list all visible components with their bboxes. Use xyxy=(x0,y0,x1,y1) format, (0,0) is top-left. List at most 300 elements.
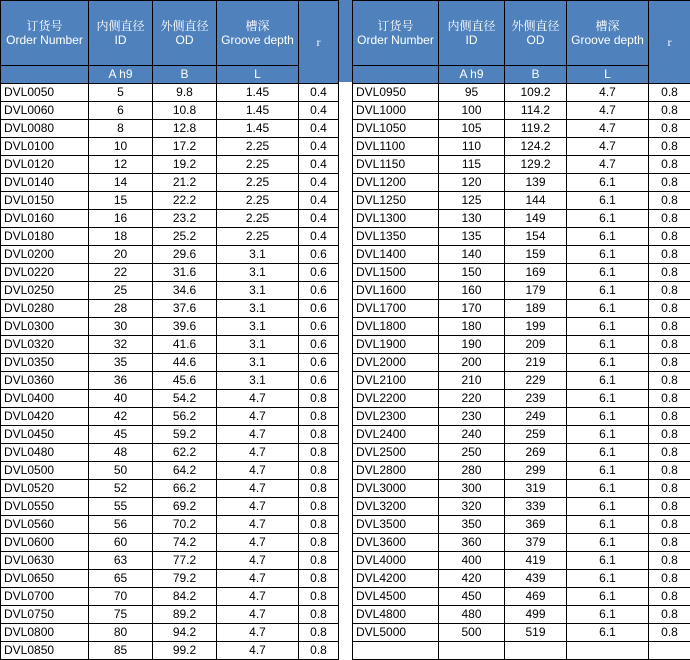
groove-depth-cell: 6.1 xyxy=(567,192,649,210)
r-cell: 0.8 xyxy=(649,552,690,570)
order-number-cell: DVL0220 xyxy=(1,264,89,282)
r-cell: 0.8 xyxy=(649,570,690,588)
id-cell: 14 xyxy=(89,174,153,192)
id-cell: 150 xyxy=(439,264,505,282)
groove-depth-cell: 4.7 xyxy=(217,642,299,660)
order-number-cell: DVL3600 xyxy=(353,534,439,552)
r-cell: 0.6 xyxy=(299,318,339,336)
r-cell: 0.8 xyxy=(649,246,690,264)
subheader-id: A h9 xyxy=(89,66,153,84)
table-row xyxy=(353,516,690,534)
r-cell: 0.8 xyxy=(299,462,339,480)
r-cell: 0.4 xyxy=(299,174,339,192)
r-cell: 0.8 xyxy=(649,606,690,624)
table-row xyxy=(1,642,339,660)
groove-depth-cell: 6.1 xyxy=(567,408,649,426)
table-row xyxy=(353,372,690,390)
id-cell: 500 xyxy=(439,624,505,642)
groove-depth-cell: 6.1 xyxy=(567,516,649,534)
table-row xyxy=(353,588,690,606)
groove-depth-cell: 4.7 xyxy=(217,552,299,570)
order-number-cell: DVL3500 xyxy=(353,516,439,534)
id-cell: 190 xyxy=(439,336,505,354)
r-cell: 0.8 xyxy=(649,120,690,138)
table-row xyxy=(353,246,690,264)
od-cell: 499 xyxy=(505,606,567,624)
id-cell: 36 xyxy=(89,372,153,390)
id-cell: 40 xyxy=(89,390,153,408)
od-cell: 439 xyxy=(505,570,567,588)
order-number-cell: DVL0630 xyxy=(1,552,89,570)
table-row xyxy=(1,246,339,264)
od-cell: 179 xyxy=(505,282,567,300)
table-row xyxy=(353,444,690,462)
id-cell: 48 xyxy=(89,444,153,462)
table-row xyxy=(353,354,690,372)
od-cell: 109.2 xyxy=(505,84,567,102)
groove-depth-cell: 4.7 xyxy=(567,120,649,138)
r-cell: 0.8 xyxy=(649,264,690,282)
od-cell: 62.2 xyxy=(153,444,217,462)
groove-depth-cell: 1.45 xyxy=(217,102,299,120)
od-cell: 229 xyxy=(505,372,567,390)
groove-depth-cell: 4.7 xyxy=(567,138,649,156)
od-cell: 64.2 xyxy=(153,462,217,480)
id-cell: 6 xyxy=(89,102,153,120)
order-number-cell: DVL1350 xyxy=(353,228,439,246)
r-cell: 0.4 xyxy=(299,102,339,120)
order-number-cell: DVL0520 xyxy=(1,480,89,498)
r-cell: 0.8 xyxy=(299,498,339,516)
r-cell: 0.8 xyxy=(299,570,339,588)
groove-depth-cell: 6.1 xyxy=(567,606,649,624)
od-cell: 129.2 xyxy=(505,156,567,174)
table-row xyxy=(353,174,690,192)
groove-depth-cell xyxy=(567,642,649,660)
table-row xyxy=(1,426,339,444)
id-cell: 80 xyxy=(89,624,153,642)
table-row xyxy=(353,282,690,300)
id-cell: 20 xyxy=(89,246,153,264)
r-cell: 0.6 xyxy=(299,246,339,264)
id-cell: 30 xyxy=(89,318,153,336)
id-cell: 280 xyxy=(439,462,505,480)
order-number-cell: DVL0650 xyxy=(1,570,89,588)
r-cell: 0.4 xyxy=(299,120,339,138)
table-row xyxy=(353,570,690,588)
r-cell: 0.8 xyxy=(649,354,690,372)
order-number-cell: DVL0480 xyxy=(1,444,89,462)
od-cell: 169 xyxy=(505,264,567,282)
groove-depth-cell: 2.25 xyxy=(217,156,299,174)
r-cell: 0.8 xyxy=(649,534,690,552)
id-cell: 8 xyxy=(89,120,153,138)
table-row xyxy=(1,156,339,174)
od-cell: 70.2 xyxy=(153,516,217,534)
id-cell: 56 xyxy=(89,516,153,534)
order-number-cell: DVL0250 xyxy=(1,282,89,300)
r-cell: 0.8 xyxy=(649,228,690,246)
r-cell: 0.8 xyxy=(299,426,339,444)
order-number-header: 订货号 Order Number xyxy=(1,1,89,66)
table-row xyxy=(353,318,690,336)
id-cell: 35 xyxy=(89,354,153,372)
groove-depth-cell: 2.25 xyxy=(217,192,299,210)
left-spec-table xyxy=(0,0,339,660)
groove-depth-cell: 6.1 xyxy=(567,336,649,354)
left-table-body xyxy=(1,84,339,660)
order-number-cell: DVL2300 xyxy=(353,408,439,426)
table-row xyxy=(353,84,690,102)
table-row xyxy=(1,300,339,318)
table-row xyxy=(353,534,690,552)
table-row xyxy=(353,156,690,174)
r-cell: 0.4 xyxy=(299,210,339,228)
id-cell: 25 xyxy=(89,282,153,300)
id-cell: 32 xyxy=(89,336,153,354)
od-cell: 25.2 xyxy=(153,228,217,246)
od-cell: 139 xyxy=(505,174,567,192)
r-cell: 0.8 xyxy=(649,174,690,192)
od-cell: 144 xyxy=(505,192,567,210)
groove-depth-cell: 6.1 xyxy=(567,552,649,570)
r-cell: 0.4 xyxy=(299,84,339,102)
id-cell: 95 xyxy=(439,84,505,102)
table-row xyxy=(353,300,690,318)
od-cell: 119.2 xyxy=(505,120,567,138)
groove-depth-cell: 6.1 xyxy=(567,426,649,444)
od-header: 外侧直径 OD xyxy=(505,1,567,66)
od-cell: 29.6 xyxy=(153,246,217,264)
groove-depth-cell: 6.1 xyxy=(567,444,649,462)
id-cell: 140 xyxy=(439,246,505,264)
id-cell: 12 xyxy=(89,156,153,174)
order-number-cell: DVL1800 xyxy=(353,318,439,336)
order-number-cell: DVL0600 xyxy=(1,534,89,552)
table-row xyxy=(1,210,339,228)
table-row xyxy=(1,336,339,354)
id-cell: 16 xyxy=(89,210,153,228)
id-cell: 320 xyxy=(439,498,505,516)
table-row xyxy=(1,534,339,552)
id-cell: 50 xyxy=(89,462,153,480)
order-number-cell: DVL4200 xyxy=(353,570,439,588)
groove-depth-cell: 1.45 xyxy=(217,84,299,102)
order-number-cell: DVL1300 xyxy=(353,210,439,228)
r-cell: 0.6 xyxy=(299,354,339,372)
id-cell: 130 xyxy=(439,210,505,228)
r-cell: 0.6 xyxy=(299,336,339,354)
order-number-cell: DVL2100 xyxy=(353,372,439,390)
groove-depth-cell: 6.1 xyxy=(567,354,649,372)
order-number-cell: DVL0150 xyxy=(1,192,89,210)
id-cell: 360 xyxy=(439,534,505,552)
r-cell: 0.6 xyxy=(299,282,339,300)
groove-depth-cell: 4.7 xyxy=(567,156,649,174)
od-cell: 519 xyxy=(505,624,567,642)
id-header: 内侧直径 ID xyxy=(89,1,153,66)
table-row xyxy=(1,588,339,606)
od-cell: 369 xyxy=(505,516,567,534)
order-number-cell: DVL1000 xyxy=(353,102,439,120)
od-cell: 44.6 xyxy=(153,354,217,372)
od-cell: 54.2 xyxy=(153,390,217,408)
od-cell: 77.2 xyxy=(153,552,217,570)
groove-depth-cell: 4.7 xyxy=(217,390,299,408)
table-row xyxy=(1,444,339,462)
od-cell: 339 xyxy=(505,498,567,516)
r-cell: 0.8 xyxy=(299,408,339,426)
groove-depth-cell: 6.1 xyxy=(567,624,649,642)
order-number-cell: DVL0160 xyxy=(1,210,89,228)
order-number-cell: DVL2400 xyxy=(353,426,439,444)
right-spec-table xyxy=(352,0,690,660)
groove-depth-cell: 4.7 xyxy=(217,534,299,552)
groove-depth-cell: 1.45 xyxy=(217,120,299,138)
id-cell: 70 xyxy=(89,588,153,606)
order-number-cell: DVL0050 xyxy=(1,84,89,102)
r-cell: 0.8 xyxy=(649,84,690,102)
r-cell: 0.8 xyxy=(299,516,339,534)
groove-depth-cell: 6.1 xyxy=(567,480,649,498)
od-cell: 219 xyxy=(505,354,567,372)
groove-depth-cell: 6.1 xyxy=(567,264,649,282)
order-number-cell: DVL0200 xyxy=(1,246,89,264)
id-cell: 28 xyxy=(89,300,153,318)
od-cell: 159 xyxy=(505,246,567,264)
od-cell: 41.6 xyxy=(153,336,217,354)
od-cell: 319 xyxy=(505,480,567,498)
r-header: r xyxy=(299,1,339,84)
order-number-cell: DVL0180 xyxy=(1,228,89,246)
od-cell: 149 xyxy=(505,210,567,228)
order-number-cell: DVL1700 xyxy=(353,300,439,318)
od-cell: 37.6 xyxy=(153,300,217,318)
od-cell xyxy=(505,642,567,660)
order-number-cell: DVL1900 xyxy=(353,336,439,354)
od-cell: 99.2 xyxy=(153,642,217,660)
id-cell: 160 xyxy=(439,282,505,300)
table-row xyxy=(353,210,690,228)
table-row xyxy=(353,120,690,138)
r-cell: 0.4 xyxy=(299,156,339,174)
id-cell: 105 xyxy=(439,120,505,138)
r-cell: 0.8 xyxy=(649,192,690,210)
subheader-id: A h9 xyxy=(439,66,505,84)
od-cell: 239 xyxy=(505,390,567,408)
r-cell: 0.8 xyxy=(649,372,690,390)
od-cell: 114.2 xyxy=(505,102,567,120)
groove-depth-cell: 3.1 xyxy=(217,372,299,390)
od-cell: 17.2 xyxy=(153,138,217,156)
groove-depth-cell: 4.7 xyxy=(217,498,299,516)
id-cell: 22 xyxy=(89,264,153,282)
id-cell: 18 xyxy=(89,228,153,246)
order-number-cell: DVL3200 xyxy=(353,498,439,516)
r-cell: 0.8 xyxy=(649,588,690,606)
id-cell: 450 xyxy=(439,588,505,606)
id-cell: 10 xyxy=(89,138,153,156)
table-row xyxy=(1,192,339,210)
subheader-groove: L xyxy=(567,66,649,84)
r-cell: 0.8 xyxy=(649,624,690,642)
table-row xyxy=(353,498,690,516)
r-cell: 0.4 xyxy=(299,192,339,210)
id-cell: 480 xyxy=(439,606,505,624)
order-number-cell: DVL0360 xyxy=(1,372,89,390)
groove-depth-cell: 4.7 xyxy=(217,588,299,606)
table-row xyxy=(1,372,339,390)
od-cell: 154 xyxy=(505,228,567,246)
order-number-cell: DVL0350 xyxy=(1,354,89,372)
groove-depth-cell: 2.25 xyxy=(217,174,299,192)
od-cell: 21.2 xyxy=(153,174,217,192)
groove-depth-cell: 2.25 xyxy=(217,228,299,246)
groove-depth-cell: 4.7 xyxy=(567,102,649,120)
table-row xyxy=(353,642,690,660)
order-number-cell: DVL2800 xyxy=(353,462,439,480)
r-header: r xyxy=(649,1,690,84)
id-cell: 210 xyxy=(439,372,505,390)
groove-depth-cell: 3.1 xyxy=(217,318,299,336)
order-number-cell: DVL0120 xyxy=(1,156,89,174)
table-row xyxy=(353,192,690,210)
order-number-cell: DVL0060 xyxy=(1,102,89,120)
order-number-cell: DVL5000 xyxy=(353,624,439,642)
r-cell: 0.8 xyxy=(299,390,339,408)
od-cell: 94.2 xyxy=(153,624,217,642)
r-cell: 0.4 xyxy=(299,228,339,246)
od-cell: 419 xyxy=(505,552,567,570)
od-cell: 249 xyxy=(505,408,567,426)
od-cell: 10.8 xyxy=(153,102,217,120)
id-cell: 220 xyxy=(439,390,505,408)
order-number-cell: DVL0400 xyxy=(1,390,89,408)
od-cell: 19.2 xyxy=(153,156,217,174)
groove-header: 槽深 Groove depth xyxy=(217,1,299,66)
right-table-body xyxy=(353,84,690,660)
subheader-od: B xyxy=(505,66,567,84)
table-row xyxy=(353,462,690,480)
subheader-od: B xyxy=(153,66,217,84)
header-separator xyxy=(338,0,352,82)
id-cell: 300 xyxy=(439,480,505,498)
od-cell: 269 xyxy=(505,444,567,462)
r-cell: 0.8 xyxy=(649,516,690,534)
od-cell: 56.2 xyxy=(153,408,217,426)
id-cell: 120 xyxy=(439,174,505,192)
groove-depth-cell: 6.1 xyxy=(567,318,649,336)
groove-depth-cell: 4.7 xyxy=(567,84,649,102)
r-cell: 0.8 xyxy=(649,336,690,354)
groove-depth-cell: 4.7 xyxy=(217,444,299,462)
order-number-cell: DVL1600 xyxy=(353,282,439,300)
od-cell: 199 xyxy=(505,318,567,336)
table-row xyxy=(353,228,690,246)
groove-depth-cell: 3.1 xyxy=(217,282,299,300)
table-row xyxy=(353,606,690,624)
order-number-cell: DVL2200 xyxy=(353,390,439,408)
groove-depth-cell: 4.7 xyxy=(217,516,299,534)
order-number-cell: DVL0550 xyxy=(1,498,89,516)
groove-depth-cell: 3.1 xyxy=(217,246,299,264)
r-cell: 0.8 xyxy=(649,318,690,336)
order-number-cell: DVL0850 xyxy=(1,642,89,660)
id-cell: 400 xyxy=(439,552,505,570)
r-cell: 0.8 xyxy=(299,444,339,462)
groove-depth-cell: 6.1 xyxy=(567,282,649,300)
r-cell: 0.8 xyxy=(649,300,690,318)
table-row xyxy=(1,318,339,336)
od-cell: 469 xyxy=(505,588,567,606)
order-number-cell: DVL2000 xyxy=(353,354,439,372)
groove-depth-cell: 3.1 xyxy=(217,336,299,354)
id-cell: 60 xyxy=(89,534,153,552)
r-cell: 0.8 xyxy=(299,624,339,642)
r-cell: 0.4 xyxy=(299,138,339,156)
table-row xyxy=(1,462,339,480)
groove-depth-cell: 3.1 xyxy=(217,300,299,318)
groove-depth-cell: 4.7 xyxy=(217,426,299,444)
groove-depth-cell: 6.1 xyxy=(567,390,649,408)
groove-header: 槽深 Groove depth xyxy=(567,1,649,66)
r-cell: 0.8 xyxy=(299,588,339,606)
id-cell: 110 xyxy=(439,138,505,156)
od-cell: 74.2 xyxy=(153,534,217,552)
id-cell: 65 xyxy=(89,570,153,588)
od-cell: 379 xyxy=(505,534,567,552)
od-cell: 124.2 xyxy=(505,138,567,156)
order-number-cell: DVL0280 xyxy=(1,300,89,318)
id-cell xyxy=(439,642,505,660)
r-cell: 0.8 xyxy=(649,156,690,174)
groove-depth-cell: 6.1 xyxy=(567,174,649,192)
table-row xyxy=(353,480,690,498)
r-cell: 0.8 xyxy=(299,552,339,570)
od-cell: 259 xyxy=(505,426,567,444)
table-row xyxy=(1,138,339,156)
od-cell: 23.2 xyxy=(153,210,217,228)
order-number-cell: DVL0320 xyxy=(1,336,89,354)
groove-depth-cell: 6.1 xyxy=(567,228,649,246)
order-number-cell: DVL0500 xyxy=(1,462,89,480)
groove-depth-cell: 4.7 xyxy=(217,408,299,426)
order-number-cell: DVL0800 xyxy=(1,624,89,642)
od-cell: 59.2 xyxy=(153,426,217,444)
subheader-blank xyxy=(1,66,89,84)
table-row xyxy=(1,102,339,120)
id-cell: 100 xyxy=(439,102,505,120)
table-row xyxy=(353,408,690,426)
od-cell: 66.2 xyxy=(153,480,217,498)
groove-depth-cell: 3.1 xyxy=(217,354,299,372)
table-row xyxy=(353,426,690,444)
r-cell: 0.8 xyxy=(649,282,690,300)
table-row xyxy=(353,336,690,354)
table-row xyxy=(1,84,339,102)
od-cell: 31.6 xyxy=(153,264,217,282)
table-row xyxy=(1,498,339,516)
r-cell: 0.8 xyxy=(649,462,690,480)
table-row xyxy=(1,624,339,642)
id-cell: 240 xyxy=(439,426,505,444)
od-cell: 89.2 xyxy=(153,606,217,624)
od-cell: 45.6 xyxy=(153,372,217,390)
order-number-cell: DVL0140 xyxy=(1,174,89,192)
order-number-cell: DVL4500 xyxy=(353,588,439,606)
groove-depth-cell: 4.7 xyxy=(217,480,299,498)
od-cell: 84.2 xyxy=(153,588,217,606)
